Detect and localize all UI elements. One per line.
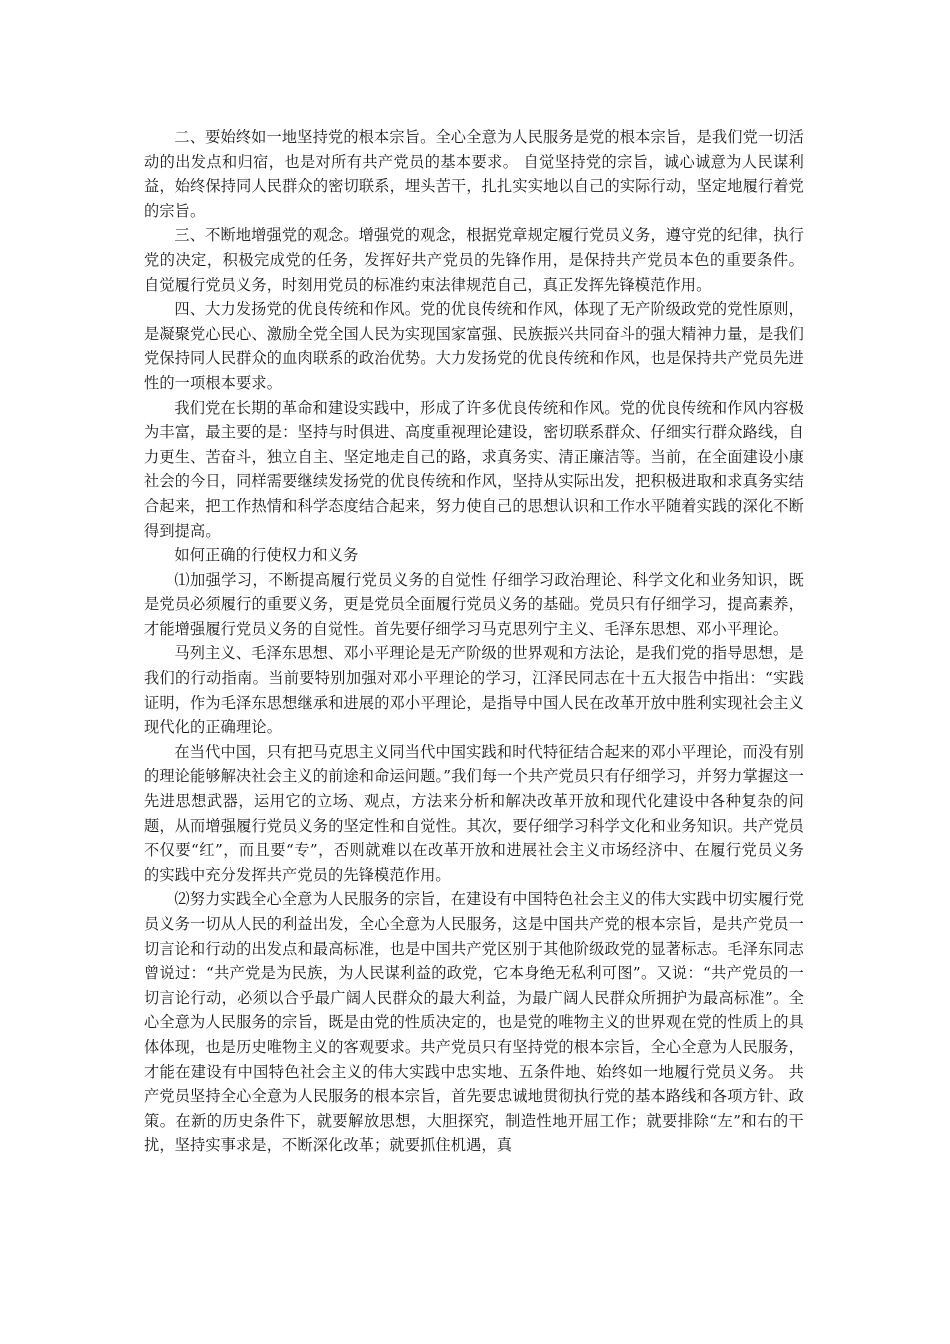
paragraph-item-one: ⑴加强学习，不断提高履行党员义务的自觉性 仔细学习政治理论、科学文化和业务知识，既是党员必须履行的重要义务，更是党员全面履行党员义务的基础。党员只有仔细学习，提高素养，才能增强履行党员义务的自觉性。首先要仔细学习马克思列宁主义、毛泽东思想、邓小平理论。: [144, 570, 804, 638]
document-body: [144, 125, 804, 1158]
paragraph-item-two: ⑵努力实践全心全意为人民服务的宗旨，在建设有中国特色社会主义的伟大实践中切实履行党员义务一切从人民的利益出发，全心全意为人民服务，这是中国共产党的根本宗旨，是共产党员一切言论和行动的出发点和最高标准，也是中国共产党区别于其他阶级政党的显著标志。毛泽东同志曾说过：“共产党是为民族，为人民谋利益的政党，它本身绝无私利可图”。又说：“共产党员的一切言论行动，必须以合乎最广阔人民群众的最大利益，为最广阔人民群众所拥护为最高标准”。全心全意为人民服务的宗旨，既是由党的性质决定的，也是党的唯物主义的世界观在党的性质上的具体体现，也是历史唯物主义的客观要求。共产党员只有坚持党的根本宗旨，全心全意为人民服务，才能在建设有中国特色社会主义的伟大实践中忠实地、五条件地、始终如一地履行党员义务。 共产党员坚持全心全意为人民服务的根本宗旨，首先要忠诚地贯彻执行党的基本路线和各项方针、政策。在新的历史条件下，就要解放思想，大胆探究，制造性地开屈工作；就要排除“左”和右的干扰，坚持实事求是，不断深化改革；就要抓住机遇，真: [144, 890, 804, 1155]
paragraph-point-four: 四、大力发扬党的优良传统和作风。党的优良传统和作风，体现了无产阶级政党的党性原则，是凝聚党心民心、激励全党全国人民为实现国家富强、民族振兴共同奋斗的强大精神力量，是我们党保持同人民群众的血肉联系的政治优势。大力发扬党的优良传统和作风，也是保持共产党员先进性的一项根本要求。: [144, 300, 804, 392]
paragraph-traditions: 我们党在长期的革命和建设实践中，形成了许多优良传统和作风。党的优良传统和作风内容极为丰富，最主要的是：坚持与时俱进、高度重视理论建设，密切联系群众、仔细实行群众路线，自力更生、苦奋斗，独立自主、坚定地走自己的路，求真务实、清正廉洁等。当前，在全面建设小康社会的今日，同样需要继续发扬党的优良传统和作风，坚持从实际出发，把积极进取和求真务实结合起来，把工作热情和科学态度结合起来，努力使自己的思想认识和工作水平随着实践的深化不断得到提高。: [144, 398, 804, 540]
paragraph-theory: 马列主义、毛泽东思想、邓小平理论是无产阶级的世界观和方法论，是我们党的指导思想，是我们的行动指南。当前要特别加强对邓小平理论的学习，江泽民同志在十五大报告中指出：“实践证明，作为毛泽东思想继承和进展的邓小平理论，是指导中国人民在改革开放中胜利实现社会主义现代化的正确理论。: [144, 644, 804, 737]
section-heading: 如何正确的行使权力和义务: [174, 546, 359, 565]
paragraph-point-three: 三、不断地增强党的观念。增强党的观念，根据党章规定履行党员义务，遵守党的纪律，执行党的决定，积极完成党的任务，发挥好共产党员的先锋作用，是保持共产党员本色的重要条件。 自觉履行党员义务，时刻用党员的标准约束法律规范自己，真正发挥先锋模范作用。: [144, 226, 804, 294]
paragraph-point-two: 二、要始终如一地坚持党的根本宗旨。全心全意为人民服务是党的根本宗旨，是我们党一切活动的出发点和归宿，也是对所有共产党员的基本要求。 自觉坚持党的宗旨，诚心诚意为人民谋利益，始终保持同人民群众的密切联系，埋头苦干，扎扎实实地以自己的实际行动，坚定地履行着党的宗旨。: [144, 128, 804, 220]
paragraph-contemporary-china: 在当代中国，只有把马克思主义同当代中国实践和时代特征结合起来的邓小平理论，而没有别的理论能够解决社会主义的前途和命运问题。”我们每一个共产党员只有仔细学习，并努力掌握这一先进思想武器，运用它的立场、观点，方法来分析和解决改革开放和现代化建设中各种复杂的问题，从而增强履行党员义务的坚定性和自觉性。其次，要仔细学习科学文化和业务知识。共产党员不仅要“红”，而且要“专”，否则就难以在改革开放和进展社会主义市场经济中、在履行党员义务的实践中充分发挥共产党员的先锋模范作用。: [144, 742, 804, 884]
